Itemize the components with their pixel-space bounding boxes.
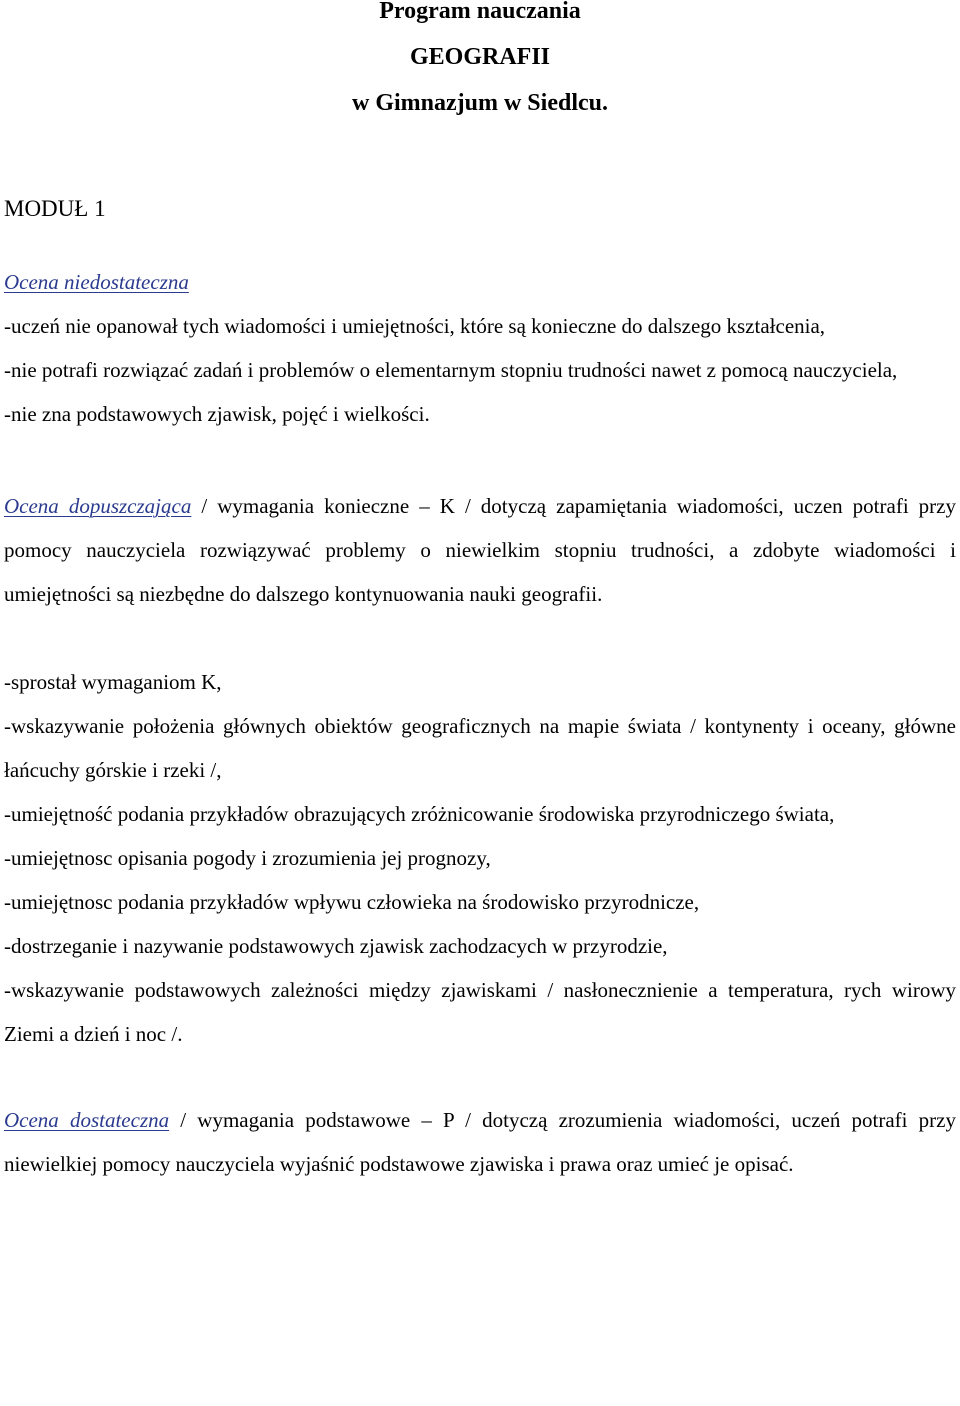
dostateczna-text: / wymagania podstawowe – P / dotyczą zrozumienia wiadomości, uczeń potrafi przy niewielkiej pomocy nauczyciela wyjaśnić podstawowe zjawiska i prawa oraz umieć je opisać. <box>4 1108 956 1176</box>
section-niedostateczna <box>4 260 956 436</box>
requirement-item: -umiejętność podania przykładów obrazujących zróżnicowanie środowiska przyrodniczego świata, <box>4 802 835 826</box>
header-line-2: GEOGRAFII <box>409 44 550 70</box>
dopuszczajaca-paragraph <box>4 484 956 616</box>
module-heading: MODUŁ 1 <box>4 196 106 221</box>
requirement-item: -wskazywanie podstawowych zależności między zjawiskami / nasłonecznienie a temperatura, rych wirowy Ziemi a dzień i noc /. <box>4 978 956 1046</box>
requirement-item: -sprostał wymaganiom K, <box>4 670 222 694</box>
niedostateczna-item-2: -nie potrafi rozwiązać zadań i problemów o elementarnym stopniu trudności nawet z pomocą nauczyciela, <box>4 358 898 382</box>
requirement-item: -umiejętnosc opisania pogody i zrozumienia jej prognozy, <box>4 846 491 870</box>
grade-heading-dostateczna: Ocena dostateczna <box>4 1108 170 1132</box>
dostateczna-paragraph <box>4 1098 956 1186</box>
section-dopuszczajaca <box>4 484 956 616</box>
niedostateczna-item-3: -nie zna podstawowych zjawisk, pojęć i wielkości. <box>4 402 430 426</box>
requirement-item: -wskazywanie położenia głównych obiektów geograficznych na mapie świata / kontynenty i oceany, główne łańcuchy górskie i rzeki /, <box>4 714 956 782</box>
niedostateczna-item-1: -uczeń nie opanował tych wiadomości i umiejętności, które są konieczne do dalszego kształcenia, <box>4 314 826 338</box>
grade-heading-niedostateczna: Ocena niedostateczna <box>4 270 189 294</box>
requirement-item: -dostrzeganie i nazywanie podstawowych zjawisk zachodzacych w przyrodzie, <box>4 934 668 958</box>
dopuszczajaca-text: / wymagania konieczne – K / dotyczą zapamiętania wiadomości, uczen potrafi przy pomocy nauczyciela rozwiązywać problemy o niewielkim stopniu trudności, a zdobyte wiadomości i umiejętności są niezbędne do dalszego kontynuowania nauki geografii. <box>4 494 956 606</box>
requirements-list <box>4 660 956 1056</box>
grade-heading-dopuszczajaca: Ocena dopuszczająca <box>4 494 192 518</box>
requirement-item: -umiejętnosc podania przykładów wpływu człowieka na środowisko przyrodnicze, <box>4 890 700 914</box>
header-line-1: Program nauczania <box>379 0 581 24</box>
header-line-3: w Gimnazjum w Siedlcu. <box>351 90 608 116</box>
document-header <box>4 0 956 138</box>
section-dostateczna <box>4 1098 956 1186</box>
